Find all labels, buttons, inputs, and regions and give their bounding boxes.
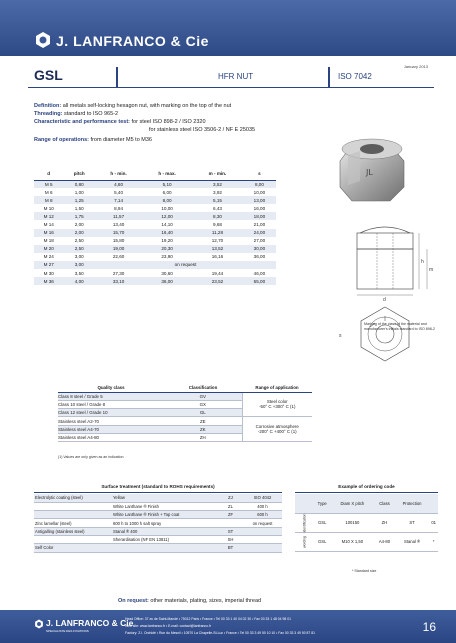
column-header: pitch [63, 168, 95, 180]
surface-treatment-title: Surface treatment (standard to ROHS requirements) [34, 484, 282, 493]
hfr-nut-photo-icon [330, 125, 412, 207]
table-row: Electrolytic coating (steel) Yellow ZJ ISO 4042 [34, 494, 282, 502]
product-standard: ISO 7042 [338, 72, 372, 81]
lanfranco-logo-icon [34, 31, 52, 49]
table-row: M 18 2,50 15,80 19,20 12,70 27,00 [43, 238, 266, 244]
footer-head-office: Head Office: 37 av de Saint-Mandé • 75012 Paris • France • Tel 00 33 1 40 04 02 30 • Fax 00 33 1 48 04 98 01 [125, 617, 291, 621]
column-header: h - min. [95, 168, 142, 180]
table-row: Stainless steel A2-70 ZE Corrosive atmosphere -200° C +400° C (1) [58, 417, 312, 425]
table-row: Class 12 steel / Grade 10 GL [58, 409, 312, 417]
table-row: M 20 2,50 19,00 20,30 13,52 30,00 [34, 245, 276, 253]
application-steel: Steel color -50° C +300° C (1) [242, 392, 312, 417]
on-request-line: On request: other materials, plating, sizes, imperial thread [118, 598, 262, 604]
dimension-label-h: h [421, 259, 424, 265]
table-row: identification GSL 100150 ZH ST 01 [295, 513, 438, 532]
edition-date: January 2013 [403, 64, 428, 69]
column-header: Classification [164, 383, 242, 392]
title-divider [116, 67, 118, 87]
marking-note: Marking of the class of the material and manufacturer's initials standard to ISO 898-2 [364, 322, 435, 331]
application-stainless: Corrosive atmosphere -200° C +400° C (1) [242, 417, 312, 442]
footer-brand: J. LANFRANCO & Cie [46, 618, 134, 628]
dimensions-table [34, 168, 276, 285]
threading-line: Threading: standard to ISO 965-2 [34, 111, 119, 117]
product-title-bar [28, 64, 434, 88]
column-header: Quality class [58, 383, 164, 392]
footer-band [0, 610, 456, 643]
footer-factory: Factory: Z.I. Orchidé • Rue du Mesnil • 10570 La Chapelle-St-Luc • France • Tel 00 33 3 49 50 10 10 • Fax 00 33 3 49 50 87 81 [125, 631, 316, 635]
table-row: Stainless steel A4-80 ZH [58, 433, 312, 441]
performance-test-line-2: for stainless steel ISO 3506-2 / NF E 25035 [149, 127, 256, 133]
table-row: White Lanthane ® Finish + Top coat ZF 600 h [34, 511, 282, 519]
dimension-label-m: m [429, 267, 434, 273]
table-row: Sherardisation (NF EN 13811) SH [34, 535, 282, 543]
column-header: s [243, 168, 276, 180]
table-row: M 16 2,00 15,70 16,40 11,28 24,00 [34, 229, 276, 237]
column-header: Range of application [242, 383, 312, 392]
table-row: M 12 1,75 11,57 12,00 8,30 18,00 [34, 212, 276, 220]
lanfranco-logo-icon [34, 619, 44, 629]
table-row: M 6 1,00 5,40 6,00 3,92 10,00 [44, 189, 266, 195]
quality-footnote: (1) Values are only given as an indication [58, 455, 124, 459]
table-row: wording GSL M10 X 1,50 A4-80 Stanal ® * [295, 532, 438, 551]
product-name: HFR NUT [218, 72, 254, 81]
title-divider [328, 67, 330, 87]
page-number: 16 [422, 620, 436, 634]
table-row: M 8 1,25 7,14 8,00 5,15 13,00 [34, 196, 276, 204]
svg-text:JL: JL [366, 168, 373, 177]
brand-name: J. LANFRANCO & Cie [56, 33, 209, 49]
ordering-code-table [295, 494, 438, 552]
table-row: M 36 4,00 33,10 36,00 23,52 55,00 [34, 277, 276, 285]
surface-treatment-table [34, 494, 282, 553]
table-row: M 5 0,80 4,80 5,10 3,52 8,00 [34, 180, 276, 188]
quality-class-table [58, 383, 312, 442]
table-row: White Lanthane ® Finish ZL 400 h [34, 502, 282, 510]
column-header: m - min. [192, 168, 243, 180]
table-row: Zinc lamellar (steel) 600 h to 1000 h salt spray on request [34, 519, 282, 527]
table-row: M 10 1,50 8,94 10,00 6,43 16,00 [43, 205, 266, 211]
table-row: Class 8 steel / Grade 5 GV Steel color -50° C +300° C (1) [58, 392, 312, 400]
standard-size-note: * Standard size [352, 569, 377, 573]
footer-tagline: SPECIALISTE DES FIXATIONS [46, 629, 89, 633]
table-header-row [34, 168, 276, 180]
table-row: M 14 2,00 13,40 14,10 9,68 21,00 [43, 222, 266, 228]
table-row: M 24 3,00 22,60 23,90 16,16 36,00 [43, 254, 266, 260]
table-row: Antigalling (stainless steel) Stanal ® 400 ST [34, 527, 282, 535]
table-row: Class 10 steel / Grade 8 GX [58, 400, 312, 408]
dimension-label-d: d [383, 297, 386, 303]
range-line: Range of operations: from diameter M5 to M36 [34, 137, 152, 143]
footer-web: Web site: www.lanfranco.fr • E-mail: contact@lanfranco.fr [125, 624, 211, 628]
table-row: Self Color BT [34, 544, 282, 552]
ordering-code-title: Example of ordering code [295, 484, 438, 493]
table-row: Stainless steel A4-70 ZK [58, 425, 312, 433]
table-row: M 27 3,00 on request [34, 261, 276, 269]
table-row: M 30 3,50 27,30 30,60 19,44 46,00 [43, 270, 266, 276]
nut-technical-drawing [335, 215, 435, 365]
dimension-label-s: s [339, 333, 342, 339]
table-header-row [58, 383, 312, 392]
table-header-row: Type Diam X pitch Class Protection [295, 494, 438, 513]
header-band [0, 0, 456, 56]
definition-line: Definition: all metals self-locking hexagon nut, with marking on the top of the nut [34, 103, 232, 109]
product-code: GSL [34, 67, 63, 83]
column-header: h - max. [142, 168, 192, 180]
performance-test-line: Characteristic and performance test: for steel ISO 898-2 / ISO 2320 [34, 119, 206, 125]
column-header: d [34, 168, 63, 180]
